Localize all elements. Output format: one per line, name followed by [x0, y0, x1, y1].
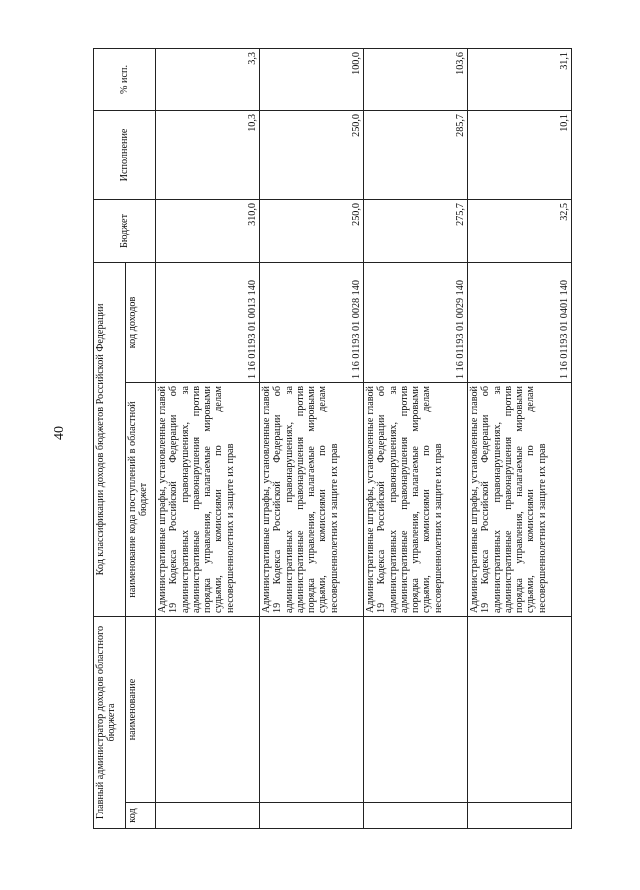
table-row	[156, 48, 260, 828]
table-row	[364, 48, 468, 828]
income-name-cell: Административные штрафы, установленные главой 19 Кодекса Российской Федерации об административных правонарушениях, за административные правонарушения против порядка управления, налагаемые мировыми судьями, комиссиями по делам несовершеннолетних и защите их прав	[156, 382, 260, 616]
admin-name-cell	[468, 616, 572, 802]
income-name-cell: Административные штрафы, установленные главой 19 Кодекса Российской Федерации об административных правонарушениях, за административные правонарушения против порядка управления, налагаемые мировыми судьями, комиссиями по делам несовершеннолетних и защите их прав	[364, 382, 468, 616]
income-name-cell: Административные штрафы, установленные главой 19 Кодекса Российской Федерации об административных правонарушениях, за административные правонарушения против порядка управления, налагаемые мировыми судьями, комиссиями по делам несовершеннолетних и защите их прав	[260, 382, 364, 616]
admin-code-cell	[156, 803, 260, 829]
income-code-cell: 1 16 01193 01 0401 140	[468, 262, 572, 382]
percent-cell: 3,3	[156, 48, 260, 110]
execution-cell: 10,1	[468, 110, 572, 199]
percent-cell: 100,0	[260, 48, 364, 110]
budget-header: Бюджет	[94, 199, 156, 262]
admin-code-cell	[260, 803, 364, 829]
admin-code-cell	[364, 803, 468, 829]
income-code-cell: 1 16 01193 01 0013 140	[156, 262, 260, 382]
execution-header: Исполнение	[94, 110, 156, 199]
percent-cell: 103,6	[364, 48, 468, 110]
admin-group-header: Главный администратор доходов областного бюджета	[94, 616, 126, 828]
table-row	[260, 48, 364, 828]
income-name-header: наименование кода поступлений в областной бюджет	[126, 382, 156, 616]
admin-name-header: наименование	[126, 616, 156, 802]
income-code-cell: 1 16 01193 01 0029 140	[364, 262, 468, 382]
admin-name-cell	[156, 616, 260, 802]
income-code-cell: 1 16 01193 01 0028 140	[260, 262, 364, 382]
budget-cell: 310,0	[156, 199, 260, 262]
budget-cell: 250,0	[260, 199, 364, 262]
income-name-cell: Административные штрафы, установленные главой 19 Кодекса Российской Федерации об административных правонарушениях, за административные правонарушения против порядка управления, налагаемые мировыми судьями, комиссиями по делам несовершеннолетних и защите их прав	[468, 382, 572, 616]
budget-cell: 275,7	[364, 199, 468, 262]
admin-name-cell	[260, 616, 364, 802]
execution-cell: 285,7	[364, 110, 468, 199]
budget-cell: 32,5	[468, 199, 572, 262]
admin-code-cell	[468, 803, 572, 829]
income-report-table	[93, 48, 572, 829]
percent-cell: 31,1	[468, 48, 572, 110]
admin-name-cell	[364, 616, 468, 802]
admin-code-header: код	[126, 803, 156, 829]
report-table-wrapper	[93, 49, 571, 829]
percent-header: % исп.	[94, 48, 156, 110]
execution-cell: 250,0	[260, 110, 364, 199]
execution-cell: 10,3	[156, 110, 260, 199]
page-number: 40	[52, 426, 67, 440]
income-code-header: код доходов	[126, 262, 156, 382]
classification-group-header: Код классификации доходов бюджетов Российской Федерации	[94, 262, 126, 616]
table-row	[468, 48, 572, 828]
